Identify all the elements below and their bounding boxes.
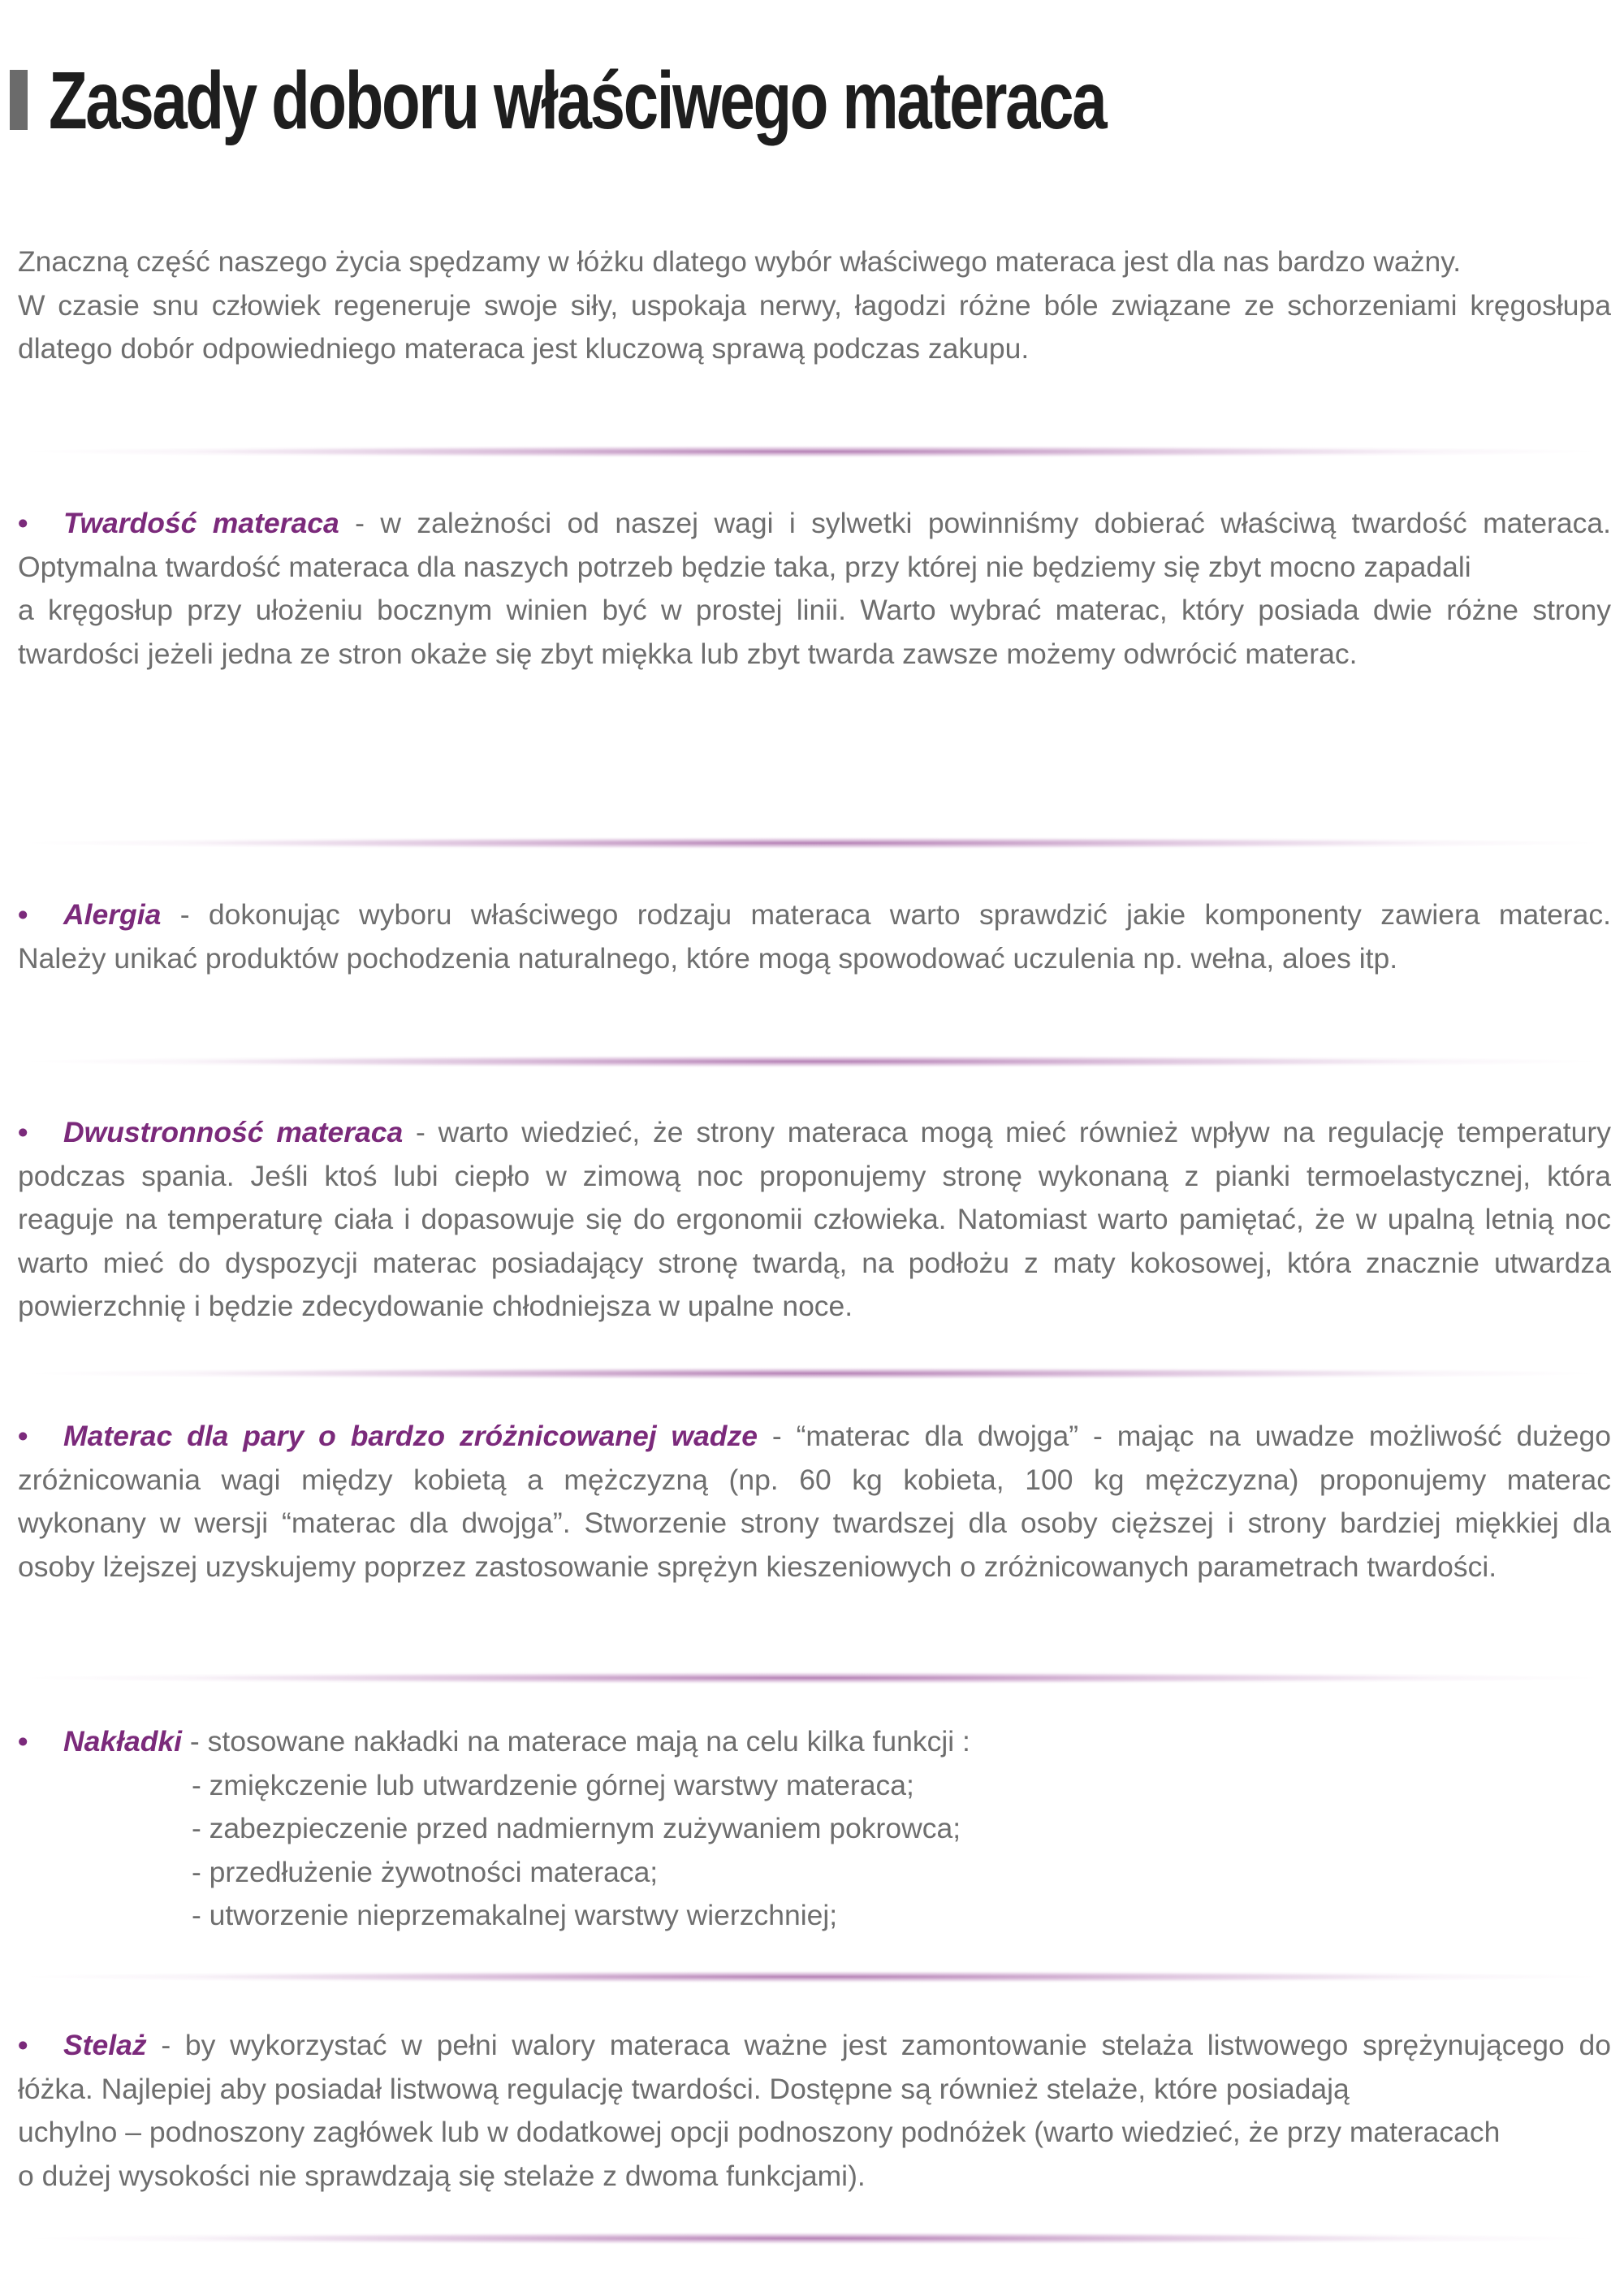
section-line: reaguje na temperaturę ciała i dopasowuje się do ergonomii człowieka. Natomiast warto pamiętać, że w upalną letnią noc [18,1203,1611,1235]
section-term: Stelaż [63,2029,147,2061]
section-line: powierzchnię i będzie zdecydowanie chłodniejsza w upalne noce. [18,1290,853,1322]
intro-line: W czasie snu człowiek regeneruje swoje siły, uspokaja nerwy, łagodzi różne bóle związane ze schorzeniami kręgosłupa [18,288,1611,322]
section-line: a kręgosłup przy ułożeniu bocznym winien być w prostej linii. Warto wybrać materac, który posiada dwie różne strony [18,594,1611,626]
section-line: łóżka. Najlepiej aby posiadał listwową regulację twardości. Dostępne są również stelaże, które posiadają [18,2072,1350,2105]
list-item: - zabezpieczenie przed nadmiernym zużywaniem pokrowca; [192,1812,961,1844]
bullet-icon: • [18,1725,28,1758]
section-divider [24,837,1600,850]
section-term: Alergia [63,898,162,931]
section-text: - dokonując wyboru właściwego rodzaju materaca warto sprawdzić jakie komponenty zawiera materac. [161,898,1611,931]
section-text: - w zależności od naszej wagi i sylwetki powinniśmy dobierać właściwą twardość materaca. [339,507,1611,539]
section-text: - stosowane nakładki na materace mają na celu kilka funkcji : [182,1725,970,1758]
list-item: - utworzenie nieprzemakalnej warstwy wierzchniej; [192,1899,838,1931]
bullet-icon: • [18,2029,28,2061]
section-divider [24,1671,1600,1684]
section-line: warto mieć do dyspozycji materac posiadający stronę twardą, na podłożu z maty kokosowej, która znacznie utwardza [18,1246,1611,1279]
section-text: - by wykorzystać w pełni walory materaca ważne jest zamontowanie stelaża listwowego sprężynującego do [146,2029,1611,2061]
section-term: Nakładki [63,1725,183,1758]
section-line: Optymalna twardość materaca dla naszych potrzeb będzie taka, przy której nie będziemy się zbyt mocno zapadali [18,550,1471,583]
bullet-icon: • [18,507,28,539]
section-line: podczas spania. Jeśli ktoś lubi ciepło w zimową noc proponujemy stronę wykonaną z pianki termoelastycznej, która [18,1159,1611,1192]
bullet-icon: • [18,898,28,931]
section-term: Materac dla pary o bardzo zróżnicowanej wadze [63,1420,758,1452]
section-line: wykonany w wersji “materac dla dwojga”. Stworzenie strony twardszej dla osoby cięższej i strony bardziej miękkiej dla [18,1507,1611,1539]
section-dwustronnosc [18,1111,1611,1329]
section-divider [24,2232,1600,2245]
page-title: Zasady doboru właściwego materaca [49,55,1106,146]
section-stelaz [18,2024,1611,2198]
intro-paragraph [18,240,1611,371]
section-term: Twardość materaca [63,507,339,539]
section-line: o dużej wysokości nie sprawdzają się stelaże z dwoma funkcjami). [18,2159,866,2192]
section-alergia [18,893,1611,980]
section-divider [24,1970,1600,1983]
section-divider [24,1055,1600,1068]
bullet-icon: • [18,1420,28,1452]
section-divider [24,1367,1600,1380]
intro-line: dlatego dobór odpowiedniego materaca jest kluczową sprawą podczas zakupu. [18,332,1030,365]
section-text: - warto wiedzieć, że strony materaca mogą mieć również wpływ na regulację temperatury [403,1116,1611,1148]
section-twardosc [18,502,1611,676]
section-line: twardości jeżeli jedna ze stron okaże się zbyt miękka lub zbyt twarda zawsze możemy odwrócić materac. [18,637,1358,670]
title-accent-bar [10,70,28,130]
section-line: uchylno – podnoszony zagłówek lub w dodatkowej opcji podnoszony podnóżek (warto wiedzieć, że przy materacach [18,2116,1501,2148]
section-para [18,1415,1611,1589]
list-item: - zmiękczenie lub utwardzenie górnej warstwy materaca; [192,1768,914,1801]
section-divider [24,445,1600,458]
section-text: - “materac dla dwojga” - mając na uwadze możliwość dużego [758,1420,1611,1452]
section-nakladki [18,1720,1611,1938]
section-line: zróżnicowania wagi między kobietą a mężczyzną (np. 60 kg kobieta, 100 kg mężczyzna) proponujemy materac [18,1463,1611,1496]
intro-line: Znaczną część naszego życia spędzamy w łóżku dlatego wybór właściwego materaca jest dla nas bardzo ważny. [18,245,1462,278]
section-line: osoby lżejszej uzyskujemy poprzez zastosowanie sprężyn kieszeniowych o zróżnicowanych parametrach twardości. [18,1550,1497,1583]
list-item: - przedłużenie żywotności materaca; [192,1855,659,1888]
section-term: Dwustronność materaca [63,1116,404,1148]
bullet-icon: • [18,1116,28,1148]
section-line: Należy unikać produktów pochodzenia naturalnego, które mogą spowodować uczulenia np. wełna, aloes itp. [18,941,1398,975]
